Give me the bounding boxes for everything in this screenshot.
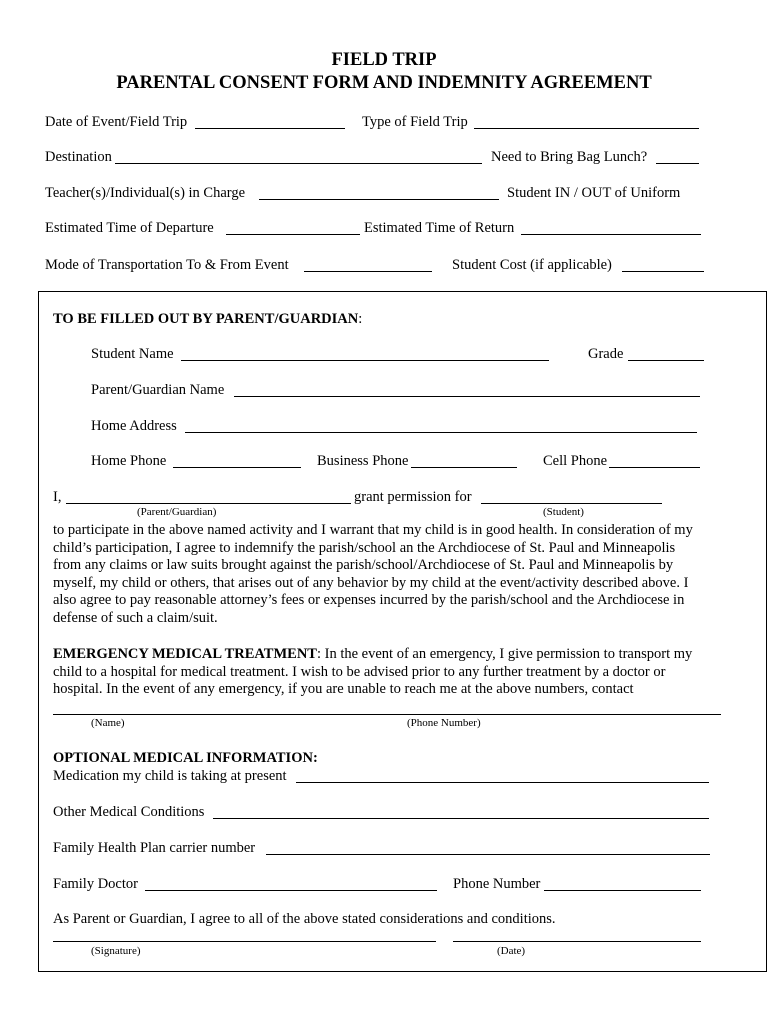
- student-name-label: Student Name: [91, 346, 174, 362]
- health-plan-field[interactable]: [266, 854, 710, 855]
- student-name-field[interactable]: [181, 360, 549, 361]
- home-address-field[interactable]: [185, 432, 697, 433]
- return-label: Estimated Time of Return: [364, 220, 515, 236]
- home-phone-label: Home Phone: [91, 453, 167, 469]
- event-type-label: Type of Field Trip: [362, 114, 468, 130]
- name-caption: (Name): [91, 717, 125, 729]
- paragraph-line: to participate in the above named activity and I warrant that my child is in good health. In consideration of my: [53, 522, 693, 538]
- date-caption: (Date): [497, 945, 526, 957]
- paragraph-line: hospital. In the event of any emergency, if you are unable to reach me at the above numbers, contact: [53, 681, 634, 698]
- cell-phone-field[interactable]: [609, 467, 700, 468]
- medication-field[interactable]: [296, 782, 709, 783]
- event-date-field[interactable]: [195, 128, 345, 129]
- business-phone-field[interactable]: [411, 467, 517, 468]
- parent-section-heading: TO BE FILLED OUT BY PARENT/GUARDIAN:: [53, 311, 363, 327]
- student-caption: (Student): [543, 506, 584, 518]
- cost-label: Student Cost (if applicable): [452, 257, 612, 273]
- signature-caption: (Signature): [91, 945, 141, 957]
- indemnity-paragraph: [53, 522, 693, 628]
- agreement-statement: As Parent or Guardian, I agree to all of the above stated considerations and conditions.: [53, 911, 556, 927]
- form-title-line1: FIELD TRIP: [331, 50, 437, 70]
- emergency-paragraph: [53, 646, 692, 699]
- guardian-name-label: Parent/Guardian Name: [91, 382, 225, 398]
- home-phone-field[interactable]: [173, 467, 301, 468]
- date-field[interactable]: [453, 941, 701, 942]
- emergency-heading: EMERGENCY MEDICAL TREATMENT: [53, 646, 317, 662]
- form-title-line2: PARENTAL CONSENT FORM AND INDEMNITY AGREEMENT: [116, 73, 652, 93]
- paragraph-line: defense of such a claim/suit.: [53, 609, 218, 626]
- paragraph-line: child’s participation, I agree to indemnify the parish/school an the Archdiocese of St. Paul and Minneapolis: [53, 539, 676, 556]
- bag-lunch-label: Need to Bring Bag Lunch?: [491, 149, 648, 165]
- family-doctor-field[interactable]: [145, 890, 437, 891]
- teacher-field[interactable]: [259, 199, 499, 200]
- home-address-label: Home Address: [91, 418, 177, 434]
- doctor-phone-field[interactable]: [544, 890, 701, 891]
- transport-label: Mode of Transportation To & From Event: [45, 257, 289, 273]
- cell-phone-label: Cell Phone: [543, 453, 608, 469]
- family-doctor-label: Family Doctor: [53, 876, 138, 892]
- emergency-contact-field[interactable]: [53, 714, 721, 715]
- health-plan-label: Family Health Plan carrier number: [53, 840, 256, 856]
- event-date-label: Date of Event/Field Trip: [45, 114, 188, 130]
- guardian-name-field[interactable]: [234, 396, 700, 397]
- transport-field[interactable]: [304, 271, 432, 272]
- destination-label: Destination: [45, 149, 112, 165]
- event-type-field[interactable]: [474, 128, 699, 129]
- return-field[interactable]: [521, 234, 701, 235]
- grade-field[interactable]: [628, 360, 704, 361]
- phone-number-caption: (Phone Number): [407, 717, 481, 729]
- medication-label: Medication my child is taking at present: [53, 768, 287, 784]
- bag-lunch-field[interactable]: [656, 163, 699, 164]
- paragraph-line: also agree to pay reasonable attorney’s fees or expenses incurred by the parish/school and the Archdiocese in: [53, 592, 685, 609]
- guardian-caption: (Parent/Guardian): [137, 506, 217, 518]
- business-phone-label: Business Phone: [317, 453, 409, 469]
- optional-medical-heading: OPTIONAL MEDICAL INFORMATION:: [53, 750, 318, 766]
- paragraph-line: child to a hospital for medical treatment. I wish to be advised prior to any further treatment by a doctor or: [53, 663, 666, 680]
- signature-field[interactable]: [53, 941, 436, 942]
- paragraph-line: EMERGENCY MEDICAL TREATMENT: In the event of an emergency, I give permission to transport my: [53, 646, 693, 662]
- student-permission-field[interactable]: [481, 503, 662, 504]
- grade-label: Grade: [588, 346, 624, 362]
- paragraph-line: from any claims or law suits brought against the parish/school/Archdiocese of St. Paul and Minneapolis by: [53, 557, 674, 574]
- permission-i-label: I,: [53, 489, 62, 505]
- paragraph-line: myself, my child or others, that arises out of any behavior by my child at the event/activity described above. I: [53, 574, 689, 591]
- doctor-phone-label: Phone Number: [453, 876, 541, 892]
- conditions-field[interactable]: [213, 818, 709, 819]
- grant-permission-label: grant permission for: [354, 489, 472, 505]
- teacher-label: Teacher(s)/Individual(s) in Charge: [45, 185, 246, 201]
- departure-label: Estimated Time of Departure: [45, 220, 214, 236]
- guardian-permission-field[interactable]: [66, 503, 351, 504]
- departure-field[interactable]: [226, 234, 360, 235]
- conditions-label: Other Medical Conditions: [53, 804, 205, 820]
- destination-field[interactable]: [115, 163, 482, 164]
- cost-field[interactable]: [622, 271, 704, 272]
- uniform-label: Student IN / OUT of Uniform: [507, 185, 681, 201]
